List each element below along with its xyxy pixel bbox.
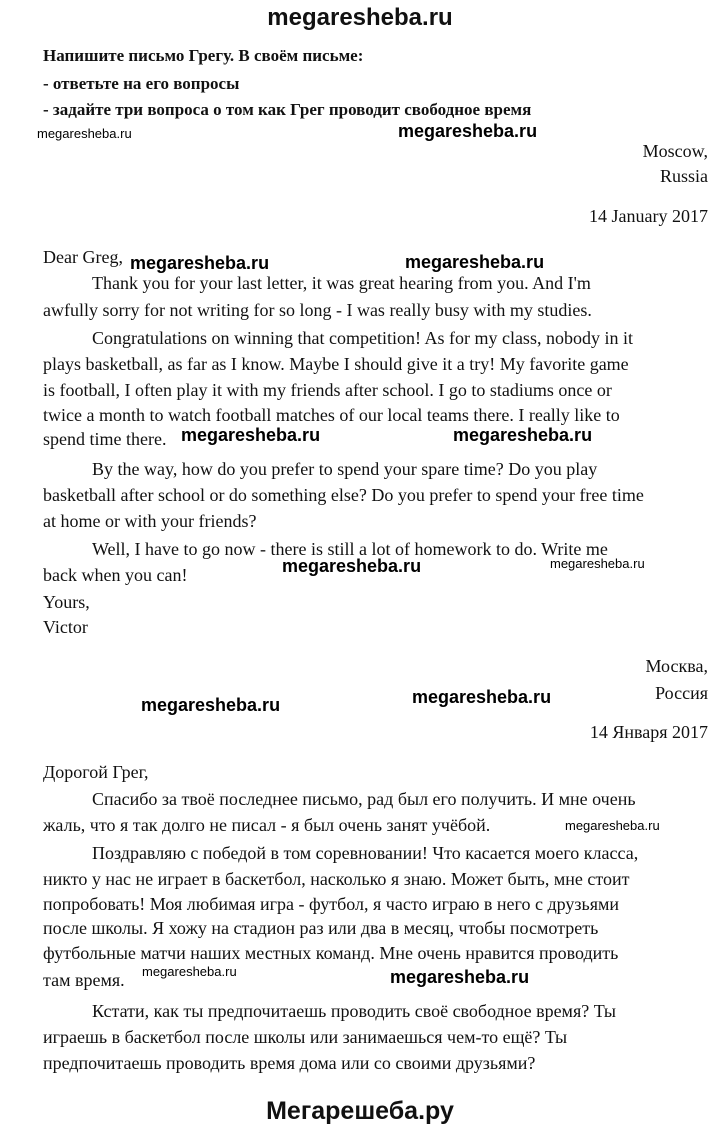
paragraph-line: Well, I have to go now - there is still a lot of homework to do. Write me — [92, 539, 608, 559]
paragraph-line: spend time there. — [43, 429, 167, 449]
paragraph-line: Thank you for your last letter, it was great hearing from you. And I'm — [92, 273, 591, 293]
task-line-1: Напишите письмо Грегу. В своём письме: — [43, 46, 364, 65]
watermark: megaresheba.ru — [282, 556, 422, 576]
watermark: megaresheba.ru — [405, 252, 545, 272]
greeting: Дорогой Грег, — [43, 762, 149, 782]
address-country: Россия — [655, 683, 708, 703]
paragraph-line: awfully sorry for not writing for so long - I was really busy with my studies. — [43, 300, 592, 320]
watermark: megaresheba.ru — [412, 687, 552, 707]
watermark: megaresheba.ru — [453, 425, 593, 445]
paragraph-line: plays basketball, as far as I know. Maybe I should give it a try! My favorite game — [43, 354, 629, 374]
watermark: megaresheba.ru — [181, 425, 321, 445]
paragraph-line: предпочитаешь проводить время дома или со своими друзьями? — [43, 1053, 536, 1073]
task-line-3: - задайте три вопроса о том как Грег проводит свободное время — [43, 100, 532, 119]
paragraph-line: никто у нас не играет в баскетбол, насколько я знаю. Может быть, мне стоит — [43, 869, 630, 889]
letter-date: 14 January 2017 — [589, 206, 708, 226]
address-city: Moscow, — [642, 141, 708, 161]
paragraph-line: жаль, что я так долго не писал - я был очень занят учёбой. — [43, 815, 491, 835]
paragraph-line: после школы. Я хожу на стадион раз или два в месяц, чтобы посмотреть — [43, 918, 599, 938]
greeting: Dear Greg, — [43, 247, 123, 267]
watermark: megaresheba.ru — [398, 121, 538, 141]
task-line-2: - ответьте на его вопросы — [43, 74, 240, 93]
watermark: megaresheba.ru — [550, 556, 645, 571]
paragraph-line: попробовать! Моя любимая игра - футбол, я часто играю в него с друзьями — [43, 894, 619, 914]
watermark: megaresheba.ru — [37, 126, 132, 141]
site-footer-title: Мегарешеба.ру — [266, 1097, 454, 1125]
address-country: Russia — [659, 166, 708, 186]
paragraph-line: Спасибо за твоё последнее письмо, рад был его получить. И мне очень — [92, 789, 636, 809]
site-header-title: megaresheba.ru — [267, 4, 453, 31]
paragraph-line: футбольные матчи наших местных команд. Мне очень нравится проводить — [43, 943, 619, 963]
paragraph-line: Кстати, как ты предпочитаешь проводить своё свободное время? Ты — [92, 1001, 616, 1021]
watermark: megaresheba.ru — [141, 695, 281, 715]
address-city: Москва, — [645, 656, 708, 676]
paragraph-line: basketball after school or do something else? Do you prefer to spend your free time — [43, 485, 644, 505]
paragraph-line: там время. — [43, 970, 125, 990]
paragraph-line: at home or with your friends? — [43, 511, 257, 531]
signature: Victor — [43, 617, 88, 637]
closing: Yours, — [43, 592, 90, 612]
paragraph-line: By the way, how do you prefer to spend your spare time? Do you play — [92, 459, 598, 479]
watermark: megaresheba.ru — [130, 253, 270, 273]
paragraph-line: играешь в баскетбол после школы или занимаешься чем-то ещё? Ты — [43, 1027, 568, 1047]
paragraph-line: is football, I often play it with my friends after school. I go to stadiums once or — [43, 380, 612, 400]
watermark: megaresheba.ru — [565, 818, 660, 833]
watermark: megaresheba.ru — [390, 967, 530, 987]
paragraph-line: Congratulations on winning that competition! As for my class, nobody in it — [92, 328, 633, 348]
paragraph-line: Поздравляю с победой в том соревновании! Что касается моего класса, — [92, 843, 639, 863]
watermark: megaresheba.ru — [142, 964, 237, 979]
paragraph-line: twice a month to watch football matches of our local teams there. I really like to — [43, 405, 620, 425]
paragraph-line: back when you can! — [43, 565, 188, 585]
letter-date: 14 Января 2017 — [589, 722, 708, 742]
